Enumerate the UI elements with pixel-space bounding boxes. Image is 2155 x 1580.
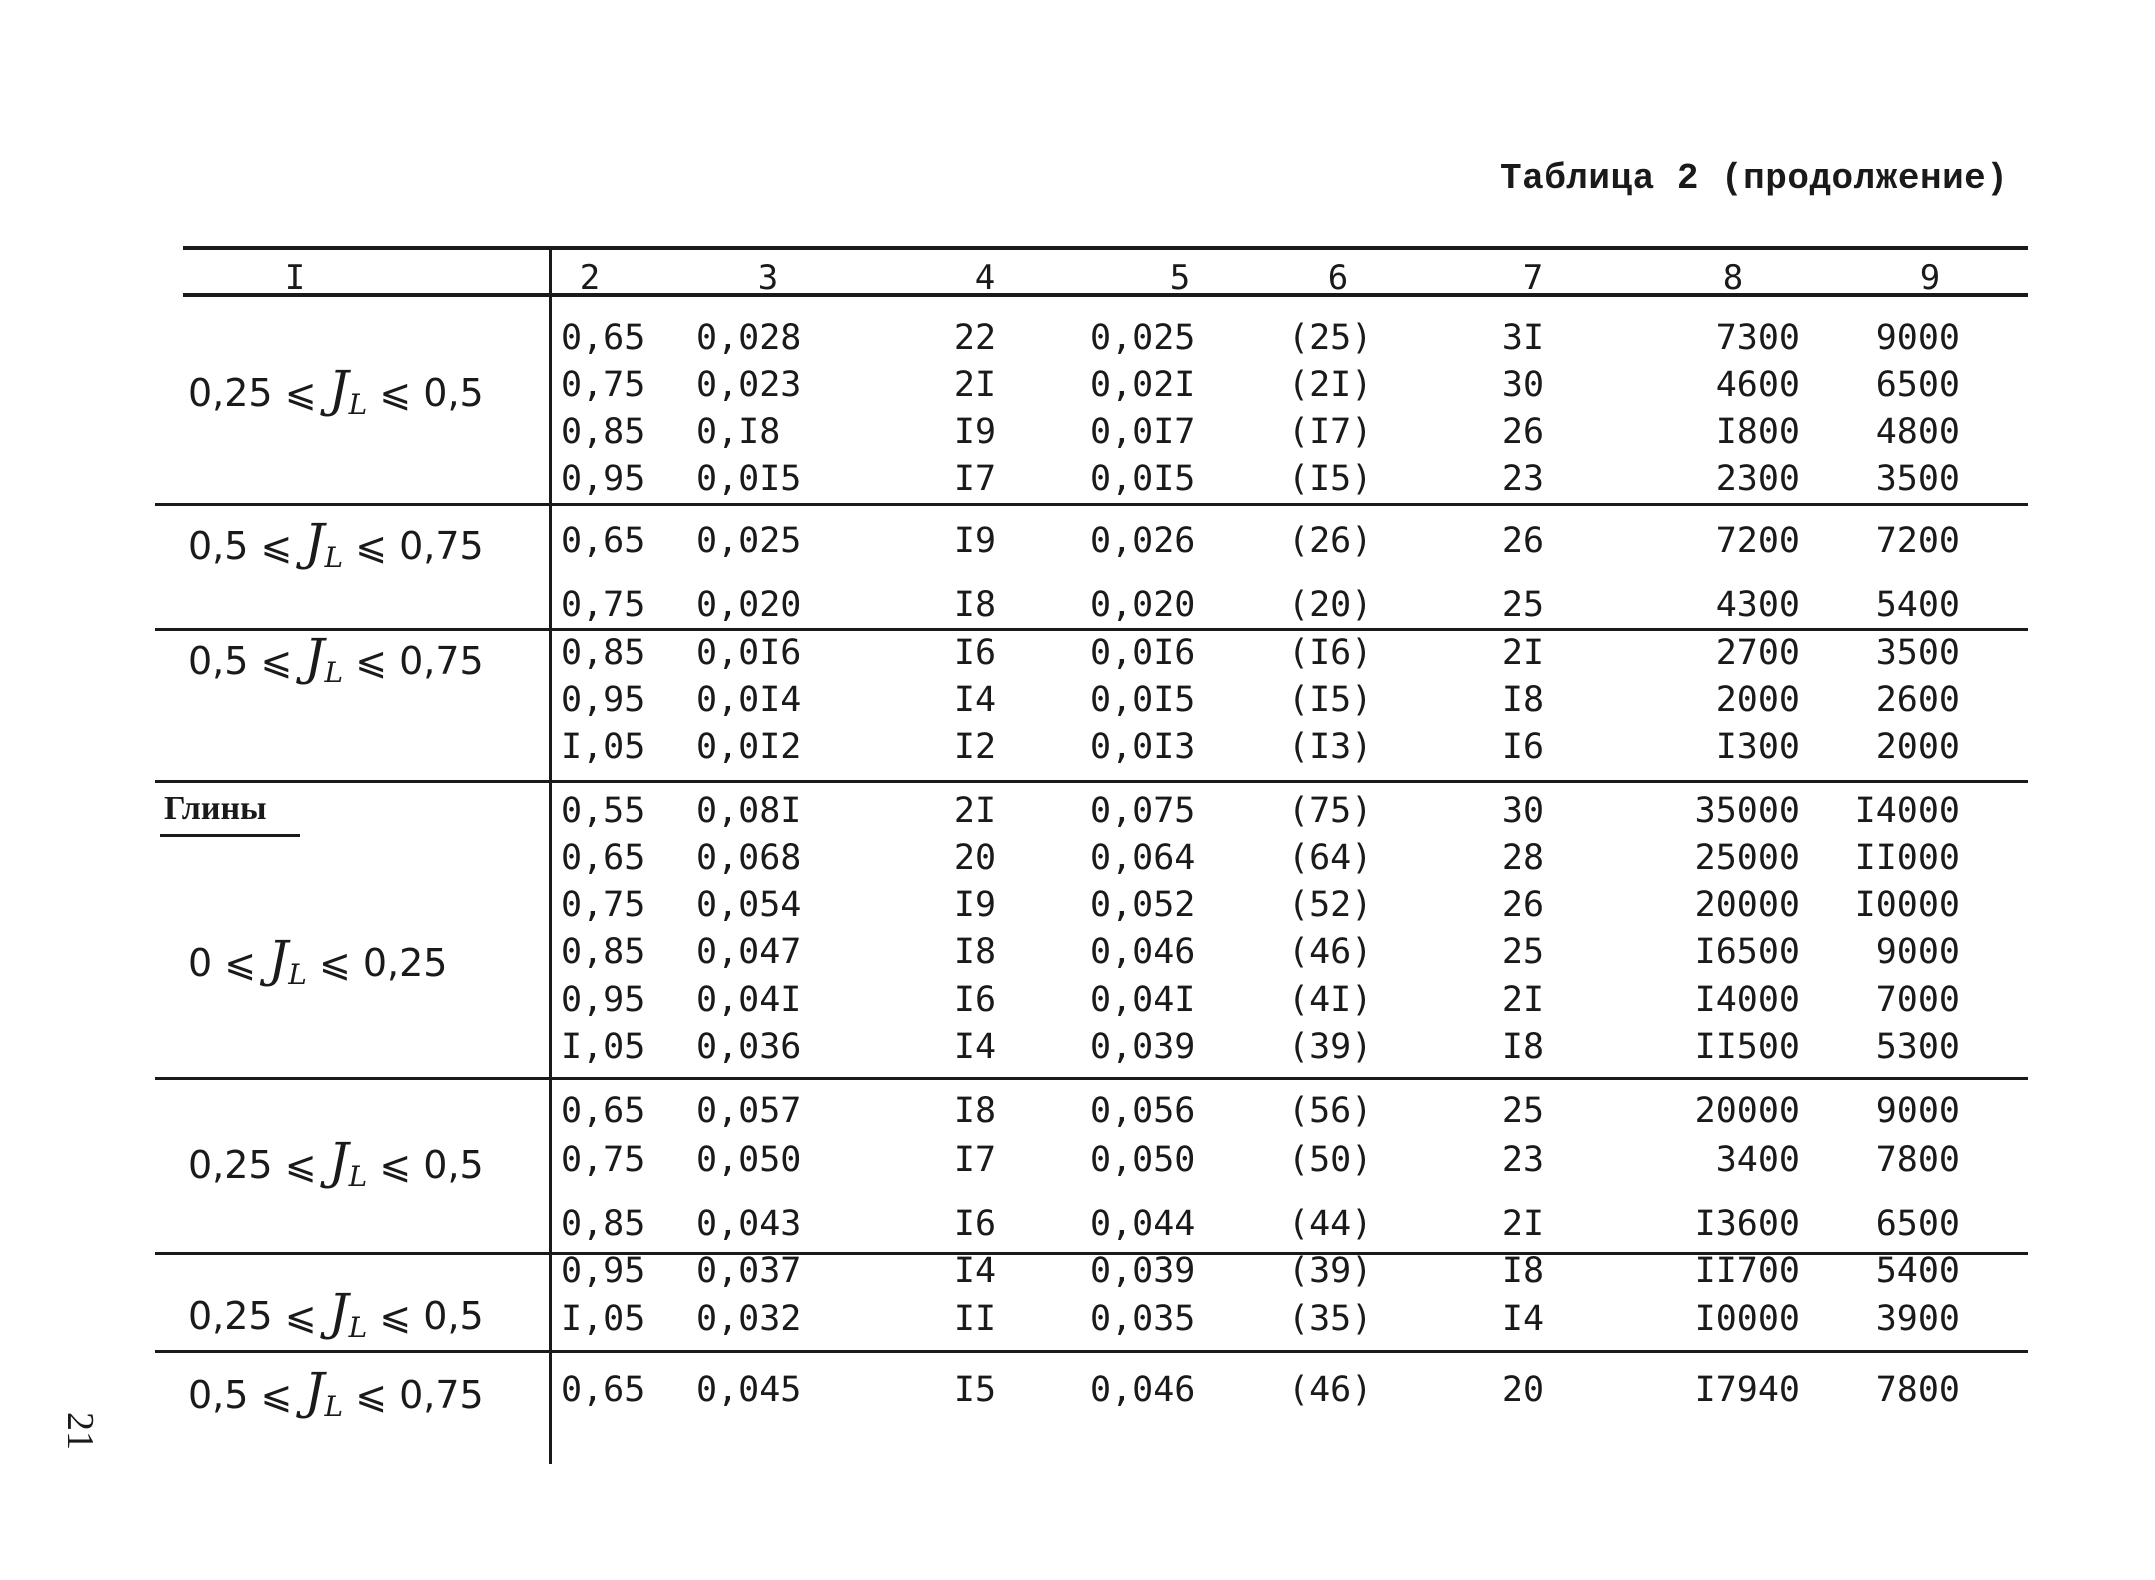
table-cell: 23 [1501,459,1545,499]
table-cell: 0,057 [696,1091,802,1131]
table-cell: 0,046 [1090,1370,1196,1410]
column-header: 4 [974,258,996,298]
table-cell: I800 [1715,412,1800,452]
table-cell: 26 [1501,412,1545,452]
table-cell: 2300 [1715,459,1800,499]
table-cell: I4000 [1854,791,1960,831]
soil-condition-label: 0,5 ⩽ $J_L$ ⩽ 0,75 [188,1362,484,1423]
table-cell: 30 [1501,791,1545,831]
table-cell: 2I [1501,1204,1545,1244]
soil-condition-label: 0,5 ⩽ $J_L$ ⩽ 0,75 [188,628,484,689]
table-cell: (44) [1288,1204,1373,1244]
table-cell: 0,0I6 [1090,633,1196,673]
table-cell: 20 [1501,1370,1545,1410]
table-cell: 5300 [1875,1027,1960,1067]
table-cell: 0,65 [561,521,646,561]
table-cell: 0,95 [561,980,646,1020]
table-cell: II000 [1854,838,1960,878]
table-cell: 0,039 [1090,1027,1196,1067]
table-cell: I8 [953,932,997,972]
table-cell: 0,0I4 [696,680,802,720]
column-header: 6 [1327,258,1349,298]
table-cell: I,05 [561,1027,646,1067]
table-cell: 0,044 [1090,1204,1196,1244]
table-cell: 35000 [1694,791,1800,831]
table-cell: 2000 [1715,680,1800,720]
table-cell: I,05 [561,1299,646,1339]
table-cell: I7940 [1694,1370,1800,1410]
group-title-underline [160,834,300,837]
table-cell: 0,0I7 [1090,412,1196,452]
table-cell: I6 [953,1204,997,1244]
table-cell: I4 [953,680,997,720]
table-cell: 0,043 [696,1204,802,1244]
table-cell: 25 [1501,585,1545,625]
table-cell: I8 [1501,680,1545,720]
table-cell: 0,0I5 [696,459,802,499]
table-cell: I6 [953,633,997,673]
table-cell: 0,047 [696,932,802,972]
soil-condition-label: 0 ⩽ $J_L$ ⩽ 0,25 [188,930,448,991]
table-cell: 0,075 [1090,791,1196,831]
table-cell: I6500 [1694,932,1800,972]
table-cell: 0,025 [696,521,802,561]
table-cell: 0,65 [561,1091,646,1131]
table-cell: (20) [1288,585,1373,625]
table-cell: 0,026 [1090,521,1196,561]
table-cell: 0,045 [696,1370,802,1410]
table-cell: 0,85 [561,412,646,452]
table-cell: 0,037 [696,1251,802,1291]
table-cell: (52) [1288,885,1373,925]
table-cell: I7 [953,1140,997,1180]
table-cell: 0,95 [561,459,646,499]
table-cell: 7800 [1875,1140,1960,1180]
table-cell: 30 [1501,365,1545,405]
table-cell: 0,85 [561,1204,646,1244]
table-cell: 0,020 [696,585,802,625]
table-cell: 23 [1501,1140,1545,1180]
table-cell: I,05 [561,727,646,767]
table-cell: I9 [953,412,997,452]
table-cell: 7200 [1715,521,1800,561]
table-cell: I9 [953,885,997,925]
table-cell: 7200 [1875,521,1960,561]
table-cell: I3600 [1694,1204,1800,1244]
table-cell: 7000 [1875,980,1960,1020]
table-cell: 0,85 [561,932,646,972]
table-cell: 0,0I5 [1090,680,1196,720]
table-cell: (75) [1288,791,1373,831]
table-cell: I8 [1501,1027,1545,1067]
table-cell: 9000 [1875,1091,1960,1131]
table-cell: (I3) [1288,727,1373,767]
table-cell: 0,04I [1090,980,1196,1020]
table-cell: (35) [1288,1299,1373,1339]
table-cell: 0,65 [561,838,646,878]
soil-condition-label: 0,25 ⩽ $J_L$ ⩽ 0,5 [188,1283,484,1344]
table-cell: 0,08I [696,791,802,831]
table-cell: 25 [1501,1091,1545,1131]
table-cell: 0,035 [1090,1299,1196,1339]
table-cell: 4300 [1715,585,1800,625]
table-cell: (4I) [1288,980,1373,1020]
table-cell: 0,039 [1090,1251,1196,1291]
table-cell: 5400 [1875,1251,1960,1291]
table-cell: 3500 [1875,633,1960,673]
table-cell: 0,028 [696,318,802,358]
table-cell: I7 [953,459,997,499]
table-cell: 0,75 [561,365,646,405]
column-header: 5 [1169,258,1191,298]
group-title-clays: Глины [164,790,267,827]
group-divider [155,503,2028,506]
table-cell: 2I [953,365,997,405]
table-cell: (39) [1288,1027,1373,1067]
table-cell: I6 [953,980,997,1020]
column-header: 8 [1722,258,1744,298]
table-cell: 6500 [1875,1204,1960,1244]
table-cell: (I7) [1288,412,1373,452]
soil-condition-label: 0,25 ⩽ $J_L$ ⩽ 0,5 [188,360,484,421]
table-cell: 0,65 [561,1370,646,1410]
table-cell: 3400 [1715,1140,1800,1180]
table-cell: 5400 [1875,585,1960,625]
table-cell: 2600 [1875,680,1960,720]
table-cell: (I5) [1288,680,1373,720]
table-cell: 0,056 [1090,1091,1196,1131]
table-cell: 3500 [1875,459,1960,499]
table-cell: 0,054 [696,885,802,925]
column-header: 9 [1919,258,1941,298]
table-cell: 0,75 [561,1140,646,1180]
table-cell: I4000 [1694,980,1800,1020]
table-cell: 25 [1501,932,1545,972]
table-cell: 0,064 [1090,838,1196,878]
table-cell: (2I) [1288,365,1373,405]
table-cell: 0,0I2 [696,727,802,767]
table-top-rule [183,246,2028,250]
table-caption: Таблица 2 (продолжение) [1500,158,2009,199]
column-header: 2 [579,258,601,298]
table-cell: I6 [1501,727,1545,767]
column-header: 7 [1522,258,1544,298]
table-cell: 0,85 [561,633,646,673]
table-cell: I8 [953,585,997,625]
table-cell: I4 [1501,1299,1545,1339]
table-cell: I0000 [1694,1299,1800,1339]
table-cell: 3900 [1875,1299,1960,1339]
table-cell: (50) [1288,1140,1373,1180]
table-cell: (46) [1288,1370,1373,1410]
table-cell: 4800 [1875,412,1960,452]
page-number: 21 [59,1412,101,1450]
table-cell: 28 [1501,838,1545,878]
table-cell: 9000 [1875,318,1960,358]
table-cell: 0,75 [561,585,646,625]
table-cell: I300 [1715,727,1800,767]
table-cell: 0,052 [1090,885,1196,925]
table-cell: 2I [953,791,997,831]
table-cell: (26) [1288,521,1373,561]
table-cell: II500 [1694,1027,1800,1067]
table-cell: 7300 [1715,318,1800,358]
table-cell: (64) [1288,838,1373,878]
soil-condition-label: 0,25 ⩽ $J_L$ ⩽ 0,5 [188,1132,484,1193]
table-cell: II [953,1299,997,1339]
column-header: 3 [757,258,779,298]
table-cell: 0,02I [1090,365,1196,405]
soil-condition-label: 0,5 ⩽ $J_L$ ⩽ 0,75 [188,513,484,574]
table-cell: 9000 [1875,932,1960,972]
table-cell: 2700 [1715,633,1800,673]
table-cell: I4 [953,1251,997,1291]
table-cell: 0,025 [1090,318,1196,358]
group-divider [155,780,2028,783]
table-cell: 0,020 [1090,585,1196,625]
table-cell: 0,65 [561,318,646,358]
table-cell: 2I [1501,633,1545,673]
table-cell: (25) [1288,318,1373,358]
column-header: I [284,258,306,298]
table-cell: 0,050 [696,1140,802,1180]
table-cell: 0,I8 [696,412,781,452]
table-cell: (I6) [1288,633,1373,673]
table-cell: 0,0I6 [696,633,802,673]
table-cell: 0,032 [696,1299,802,1339]
table-cell: 0,95 [561,1251,646,1291]
table-cell: I4 [953,1027,997,1067]
table-cell: I9 [953,521,997,561]
table-cell: (56) [1288,1091,1373,1131]
table-cell: 7800 [1875,1370,1960,1410]
table-cell: I8 [953,1091,997,1131]
table-cell: 0,023 [696,365,802,405]
table-cell: 26 [1501,885,1545,925]
table-cell: 0,55 [561,791,646,831]
table-cell: 20000 [1694,885,1800,925]
table-cell: (46) [1288,932,1373,972]
table-cell: 25000 [1694,838,1800,878]
table-cell: 0,04I [696,980,802,1020]
column-separator [549,248,552,1464]
table-cell: I0000 [1854,885,1960,925]
table-cell: 22 [953,318,997,358]
table-cell: 2I [1501,980,1545,1020]
table-cell: I5 [953,1370,997,1410]
table-cell: 20000 [1694,1091,1800,1131]
table-cell: 6500 [1875,365,1960,405]
table-cell: (39) [1288,1251,1373,1291]
table-cell: 0,0I3 [1090,727,1196,767]
table-cell: I8 [1501,1251,1545,1291]
table-cell: 0,75 [561,885,646,925]
table-cell: 0,046 [1090,932,1196,972]
table-cell: 4600 [1715,365,1800,405]
table-cell: II700 [1694,1251,1800,1291]
table-cell: 2000 [1875,727,1960,767]
table-cell: 26 [1501,521,1545,561]
table-cell: 0,036 [696,1027,802,1067]
group-divider [155,1077,2028,1080]
table-cell: 0,95 [561,680,646,720]
table-cell: 3I [1501,318,1545,358]
table-cell: 0,068 [696,838,802,878]
table-cell: (I5) [1288,459,1373,499]
table-cell: 0,0I5 [1090,459,1196,499]
table-cell: 20 [953,838,997,878]
group-divider [155,1350,2028,1353]
table-cell: I2 [953,727,997,767]
table-cell: 0,050 [1090,1140,1196,1180]
